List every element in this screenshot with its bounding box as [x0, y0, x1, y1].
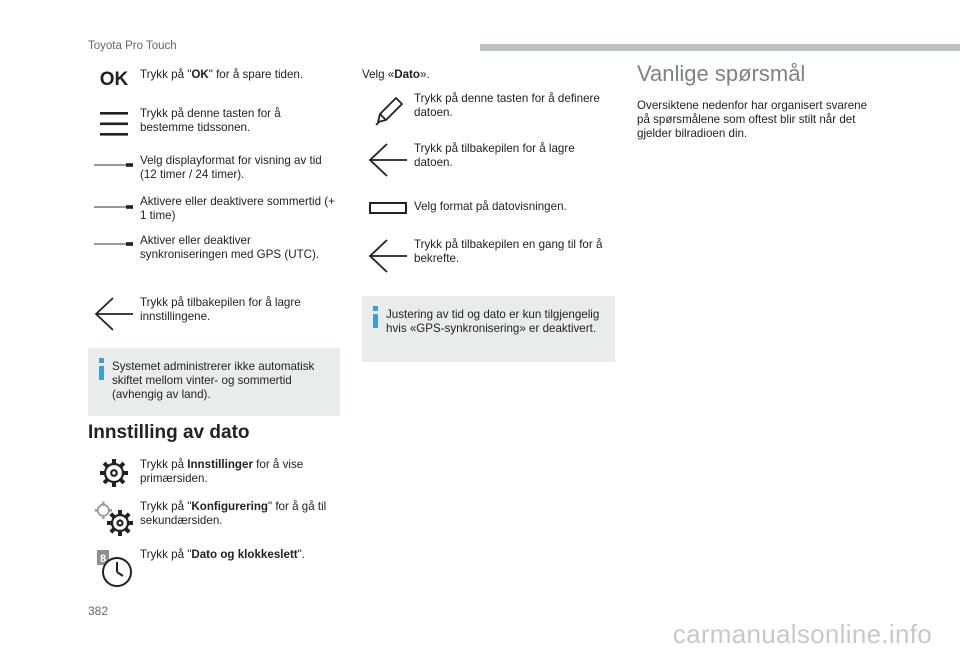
back-confirm-row: [362, 238, 617, 274]
toggle-row-2: [88, 195, 343, 223]
header-bar: [480, 44, 960, 51]
toggle-text-1: Velg displayformat for visning av tid (12 timer / 24 timer).: [140, 154, 322, 181]
toggle-row-3: [88, 234, 343, 262]
edit-text: Trykk på denne tasten for å definere datoen.: [414, 92, 600, 119]
number-badge: 8: [99, 553, 107, 565]
toggle-icon: [94, 241, 134, 247]
back-confirm-text: Trykk på tilbakepilen en gang til for å bekrefte.: [414, 238, 603, 265]
info-note: Systemet administrerer ikke automatisk skiftet mellom vinter- og sommertid (avhengig av land).: [88, 348, 340, 416]
config-row: [88, 500, 343, 538]
pencil-icon: [370, 92, 406, 128]
menu-icon: [99, 110, 129, 138]
settings-text: Trykk på Innstillinger for å vise primærsiden.: [140, 458, 304, 485]
back-row: [88, 296, 343, 332]
clock-text: Trykk på "Dato og klokkeslett".: [140, 548, 306, 561]
menu-row: [88, 107, 343, 138]
faq-title: Vanlige spørsmål: [637, 61, 806, 86]
faq-intro: Oversiktene nedenfor har organisert svarene på spørsmålene som oftest blir stilt når det gjelder bilradioen din.: [637, 99, 868, 140]
settings-row: [88, 458, 343, 488]
edit-row: [362, 92, 617, 128]
gear-icon: [99, 458, 129, 488]
back-arrow-icon: [367, 238, 409, 274]
menu-text: Trykk på denne tasten for å bestemme tidssonen.: [140, 107, 281, 134]
info-icon: [370, 306, 382, 328]
format-row: [362, 200, 617, 214]
double-gear-icon: [93, 500, 135, 538]
toggle-text-2: Aktivere eller deaktivere sommertid (+ 1 time): [140, 195, 335, 222]
back-text: Trykk på tilbakepilen for å lagre innstillingene.: [140, 296, 301, 323]
ok-icon: OK: [99, 69, 129, 90]
back-date-row: [362, 142, 617, 178]
section-title: Innstilling av dato: [88, 422, 250, 443]
ok-text: Trykk på "OK" for å spare tiden.: [140, 68, 304, 81]
config-text: Trykk på "Konfigurering" for å gå til sekundærsiden.: [140, 500, 327, 527]
back-date-text: Trykk på tilbakepilen for å lagre datoen.: [414, 142, 575, 169]
info-note-gps: Justering av tid og dato er kun tilgjengelig hvis «GPS-synkronisering» er deaktivert.: [362, 296, 615, 362]
toggle-icon: [94, 162, 134, 168]
format-text: Velg format på datovisningen.: [414, 200, 567, 213]
date-intro: Velg «Dato».: [362, 68, 430, 81]
back-arrow-icon: [93, 296, 135, 332]
clock-row: [88, 546, 343, 588]
toggle-icon: [94, 204, 134, 210]
running-header: Toyota Pro Touch: [88, 40, 177, 52]
back-arrow-icon: [367, 142, 409, 178]
ok-row: [88, 68, 343, 91]
page-number: 382: [88, 604, 109, 618]
format-bar-icon: [369, 202, 407, 214]
watermark: carmanualsonline.info: [672, 619, 932, 649]
toggle-row-1: [88, 154, 343, 182]
info-icon: [96, 358, 108, 380]
toggle-text-3: Aktiver eller deaktiver synkroniseringen med GPS (UTC).: [140, 234, 320, 261]
